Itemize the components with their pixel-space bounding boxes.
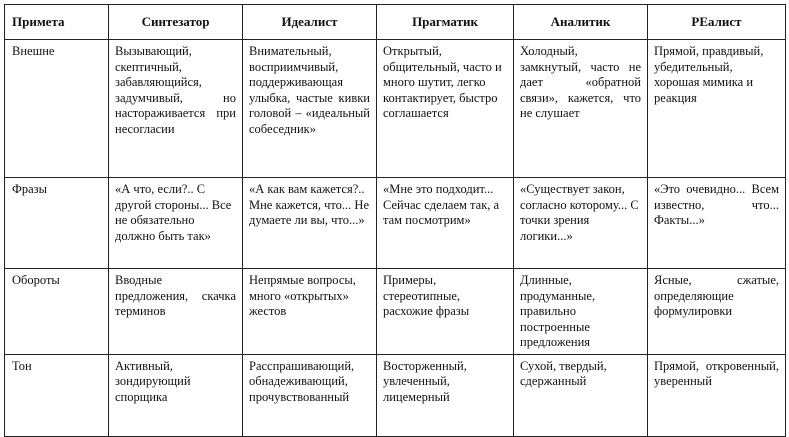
row-label: Фразы — [5, 178, 109, 269]
table-cell: Прямой, откровенный, уверенный — [648, 354, 786, 436]
table-cell: Сухой, твердый, сдержанный — [514, 354, 648, 436]
table-cell: «Это очевидно... Всем известно, что... Факты...» — [648, 178, 786, 269]
row-label: Внешне — [5, 40, 109, 178]
table-cell: Длинные, продуманные, правильно построенные предложения — [514, 269, 648, 355]
table-cell: «А что, если?.. С другой стороны... Все не обязательно должно быть так» — [109, 178, 243, 269]
table-cell: Открытый, общительный, часто и много шутит, легко контактирует, быстро соглашается — [377, 40, 514, 178]
table-cell: Внимательный, восприимчивый, поддерживающая улыбка, частые кивки головой – «идеальный собеседник» — [243, 40, 377, 178]
table-row — [5, 269, 786, 355]
table-cell: Ясные, сжатые, определяющие формулировки — [648, 269, 786, 355]
table-cell: «Существует закон, согласно которому... С точки зрения логики...» — [514, 178, 648, 269]
table-cell: Вызывающий, скептичный, забавляющийся, задумчивый, но настораживается при несогласии — [109, 40, 243, 178]
table-cell: Примеры, стереотипные, расхожие фразы — [377, 269, 514, 355]
table-cell: Прямой, правдивый, убедительный, хорошая мимика и реакция — [648, 40, 786, 178]
table-cell: «Мне это подходит... Сейчас сделаем так, а там посмотрим» — [377, 178, 514, 269]
header-analyst: Аналитик — [514, 5, 648, 40]
row-label: Тон — [5, 354, 109, 436]
table-cell: Непрямые вопросы, много «открытых» жестов — [243, 269, 377, 355]
header-idealist: Идеалист — [243, 5, 377, 40]
comparison-table — [4, 4, 786, 437]
header-row — [5, 5, 786, 40]
table-row — [5, 40, 786, 178]
header-pragmatist: Прагматик — [377, 5, 514, 40]
table-cell: Вводные предложения, скачка терминов — [109, 269, 243, 355]
header-realist: РЕалист — [648, 5, 786, 40]
table-cell: Расспрашивающий, обнадеживающий, прочувствованный — [243, 354, 377, 436]
header-synthesizer: Синтезатор — [109, 5, 243, 40]
table-cell: Восторженный, увлеченный, лицемерный — [377, 354, 514, 436]
table-cell: Холодный, замкнутый, часто не дает «обратной связи», кажется, что не слушает — [514, 40, 648, 178]
table-cell: Активный, зондирующий спорщика — [109, 354, 243, 436]
table-row — [5, 178, 786, 269]
row-label: Обороты — [5, 269, 109, 355]
table-row — [5, 354, 786, 436]
table-cell: «А как вам кажется?.. Мне кажется, что... Не думаете ли вы, что...» — [243, 178, 377, 269]
header-attribute: Примета — [5, 5, 109, 40]
